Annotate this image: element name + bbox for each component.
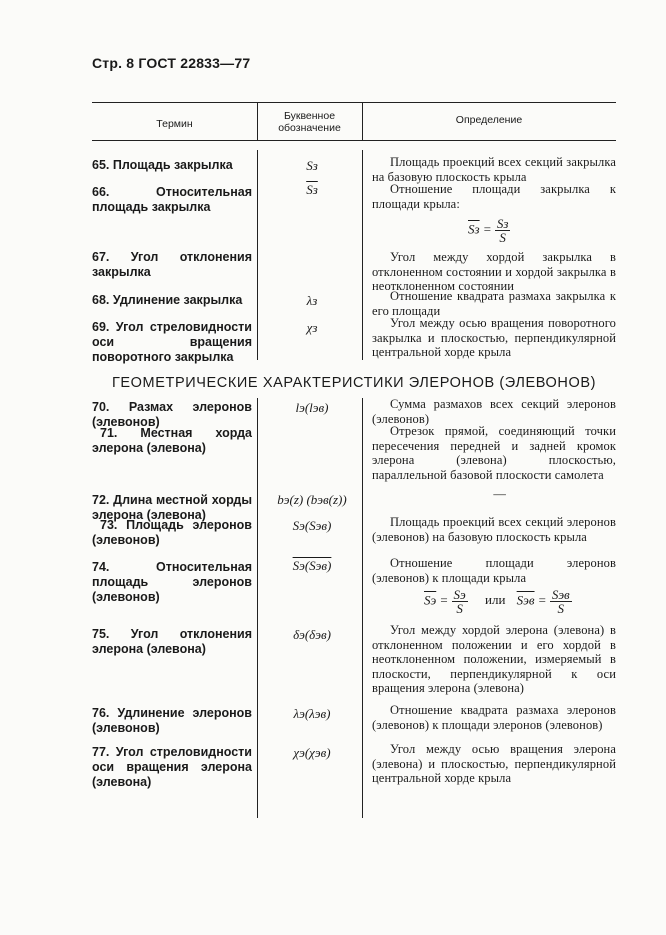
symbol-70: lэ(lэв) — [295, 400, 329, 415]
symbol-74: Sэ(Sэв) — [292, 558, 332, 573]
term-71: 71. Местная хорда элерона (элевона) — [92, 426, 252, 455]
term-76: 76. Удлинение элеронов (элевонов) — [92, 706, 252, 735]
column-rule-2a — [362, 150, 363, 360]
symbol-69: χз — [306, 320, 318, 335]
definition-74: Отношение площади элеронов (элевонов) к площади крыла — [372, 556, 616, 585]
term-74: 74. Относительная площадь элеронов (элевонов) — [92, 560, 252, 604]
symbol-75: δэ(δэв) — [293, 627, 331, 642]
definition-73: Площадь проекций всех секций элеронов (элевонов) на базовую плоскость крыла — [372, 515, 616, 544]
page-header: Стр. 8 ГОСТ 22833—77 — [92, 55, 251, 71]
section-title: ГЕОМЕТРИЧЕСКИЕ ХАРАКТЕРИСТИКИ ЭЛЕРОНОВ (ЭЛЕВОНОВ) — [111, 375, 597, 391]
header-definition: Определение — [455, 114, 523, 126]
symbol-73: Sэ(Sэв) — [292, 518, 332, 533]
definition-76: Отношение квадрата размаха элеронов (элевонов) к площади элеронов (элевонов) — [372, 703, 616, 732]
symbol-65: Sз — [306, 158, 318, 173]
symbol-77: χэ(χэв) — [293, 745, 331, 760]
symbol-66: Sз — [306, 182, 318, 197]
definition-69: Угол между осью вращения поворотного закрылка и плоскостью, перпендикулярной центральной хорде крыла — [372, 316, 616, 359]
table-header-bottom-rule — [92, 140, 616, 141]
table-top-rule — [92, 102, 616, 103]
column-rule-2b — [362, 398, 363, 818]
term-66: 66. Относительная площадь закрылка — [92, 185, 252, 214]
definition-70: Сумма размахов всех секций элеронов (элевонов) — [372, 397, 616, 426]
column-rule-1b — [257, 398, 258, 818]
formula-74: Sэ = $\frac{Sэ}{S}$ или Sэв = $\frac{\text{Sэв}}{S}$ — [424, 587, 570, 616]
term-72: 72. Длина местной хорды элерона (элевона) — [92, 493, 252, 522]
term-77: 77. Угол стреловидности оси вращения элерона (элевона) — [92, 745, 252, 789]
term-68: 68. Удлинение закрылка — [92, 293, 243, 307]
header-symbol-line2: обозначение — [278, 122, 341, 134]
term-65: 65. Площадь закрылка — [92, 158, 233, 172]
column-rule-1a — [257, 150, 258, 360]
definition-68: Отношение квадрата размаха закрылка к его площади — [372, 289, 616, 318]
definition-66: Отношение площади закрылка к площади крыла: — [372, 182, 616, 211]
definition-72: — — [493, 487, 506, 501]
definition-65: Площадь проекций всех секций закрылка на базовую плоскость крыла — [372, 155, 616, 184]
symbol-76: λэ(λэв) — [293, 706, 331, 721]
symbol-68: λз — [306, 293, 318, 308]
term-75: 75. Угол отклонения элерона (элевона) — [92, 627, 252, 656]
definition-75: Угол между хордой элерона (элевона) в отклоненном положении и его хордой в неотклоненном положении, измеряемый в плоскости, перпендикулярной к оси вращения элерона (элевона) — [372, 623, 616, 695]
term-67: 67. Угол отклонения закрылка — [92, 250, 252, 279]
term-73: 73. Площадь элеронов (элевонов) — [92, 518, 252, 547]
term-70: 70. Размах элеронов (элевонов) — [92, 400, 252, 429]
formula-66: Sз = $\frac{Sз}{S}$ — [468, 216, 509, 245]
definition-67: Угол между хордой закрылка в отклоненном состоянии и хордой закрылка в неотклоненном состоянии — [372, 250, 616, 293]
header-symbol-line1: Буквенное — [283, 110, 336, 122]
term-69: 69. Угол стреловидности оси вращения поворотного закрылка — [92, 320, 252, 364]
definition-77: Угол между осью вращения элерона (элевона) и плоскостью, перпендикулярной центральной хорде крыла — [372, 742, 616, 785]
header-term: Термин — [156, 118, 193, 130]
definition-71: Отрезок прямой, соединяющий точки пересечения передней и задней кромок элерона (элевона) плоскостью, параллельной базовой плоскости самолета — [372, 424, 616, 482]
symbol-72: bэ(z) (bэв(z)) — [277, 492, 347, 507]
